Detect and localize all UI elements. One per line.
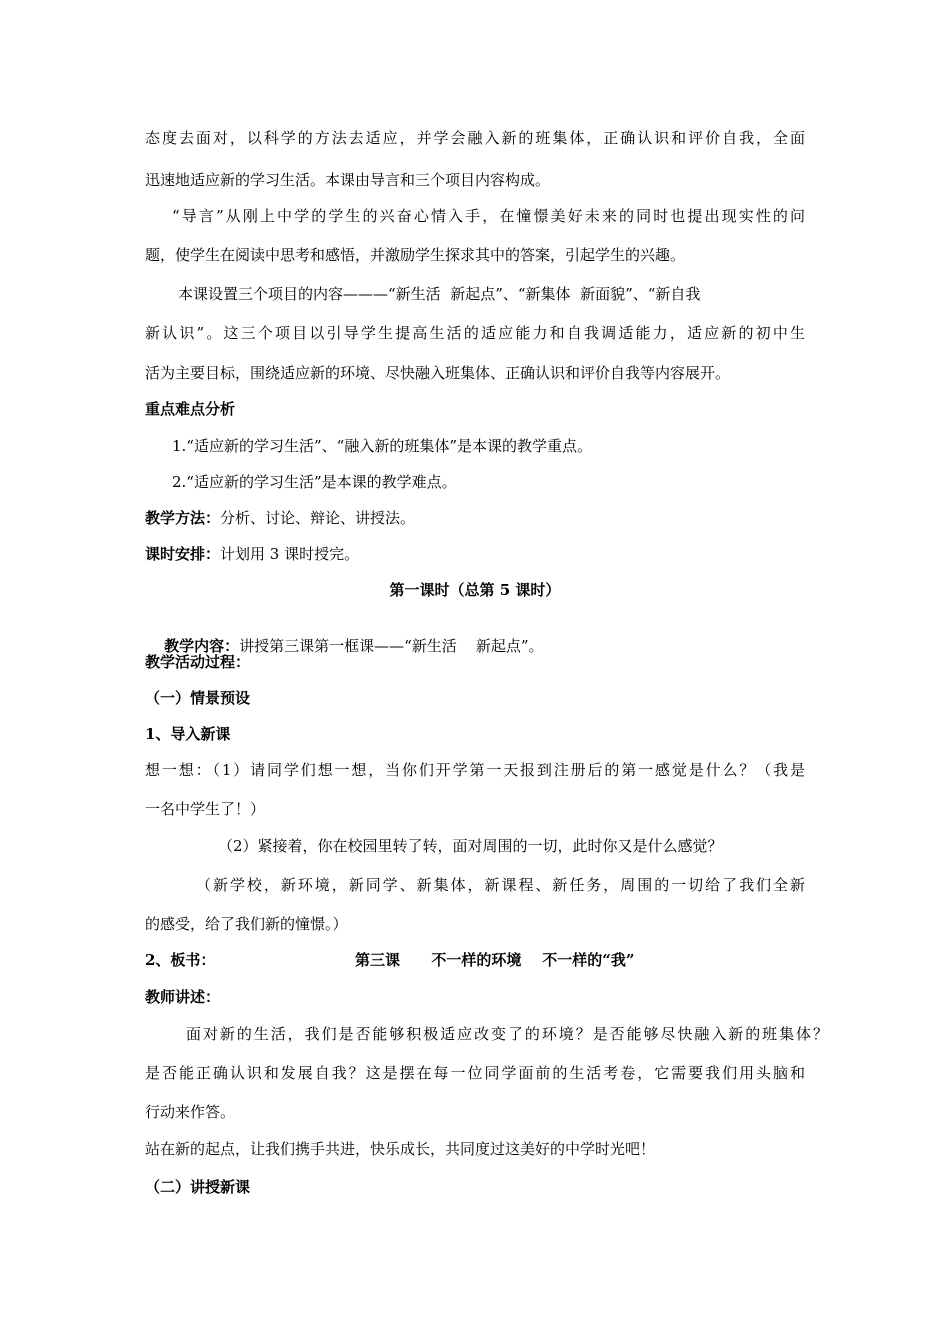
teaching-method	[145, 508, 415, 528]
teacher-heading: 教师讲述：	[145, 988, 221, 1006]
intro-paragraph-2-line-1: “导言”从刚上中学的学生的兴奋心情入手，在憧憬美好未来的同时也提出现实性的问	[172, 207, 805, 225]
lesson-content-label: 教学内容：	[164, 637, 240, 655]
intro-paragraph-3-line-1: 本课设置三个项目的内容———“新生活 新起点”、“新集体 新面貌”、“新自我	[178, 285, 701, 303]
section-1-heading: （一）情景预设	[145, 689, 251, 707]
think-line-1: 想一想：（1）请同学们想一想，当你们开学第一天报到注册后的第一感觉是什么？（我是	[145, 761, 805, 779]
lesson-title: 第一课时（总第 5 课时）	[389, 581, 561, 599]
closing-line: 站在新的起点，让我们携手共进，快乐成长，共同度过这美好的中学时光吧！	[145, 1140, 656, 1158]
intro-line-2: 迅速地适应新的学习生活。本课由导言和三个项目内容构成。	[145, 171, 551, 189]
keypoints-heading: 重点难点分析	[145, 400, 236, 418]
intro-line-1: 态度去面对，以科学的方法去适应，并学会融入新的班集体，正确认识和评价自我，全面	[145, 129, 805, 147]
intro-paragraph-3-line-2: 新认识”。这三个项目以引导学生提高生活的适应能力和自我调适能力，适应新的初中生	[145, 324, 805, 342]
teacher-line-2: 是否能正确认识和发展自我？这是摆在每一位同学面前的生活考卷，它需要我们用头脑和	[145, 1064, 805, 1082]
class-schedule	[145, 544, 359, 564]
intro-paragraph-2-line-2: 题，使学生在阅读中思考和感悟，并激励学生探求其中的答案，引起学生的兴趣。	[145, 246, 686, 264]
class-schedule-value: 计划用 3 课时授完。	[220, 545, 360, 563]
lesson-content-value: 讲授第三课第一框课——“新生活 新起点”。	[239, 637, 544, 655]
think-line-2: 一名中学生了！）	[145, 800, 266, 818]
sub-heading-intro: 1、导入新课	[145, 725, 231, 743]
teacher-line-1: 面对新的生活，我们是否能够积极适应改变了的环境？是否能够尽快融入新的班集体？	[186, 1025, 828, 1043]
keypoint-item-1: 1.“适应新的学习生活”、“融入新的班集体”是本课的教学重点。	[172, 437, 592, 455]
answer-line-1: （新学校，新环境，新同学、新集体，新课程、新任务，周围的一切给了我们全新	[196, 876, 805, 894]
teaching-method-label: 教学方法：	[145, 509, 221, 527]
keypoint-item-2: 2.“适应新的学习生活”是本课的教学难点。	[172, 473, 457, 491]
teaching-method-value: 分析、讨论、辩论、讲授法。	[220, 509, 416, 527]
intro-paragraph-3-line-3: 活为主要目标，围绕适应新的环境、尽快融入班集体、正确认识和评价自我等内容展开。	[145, 364, 731, 382]
answer-line-2: 的感受，给了我们新的憧憬。）	[145, 915, 348, 933]
process-heading: 教学活动过程：	[145, 653, 251, 671]
board-label: 2、板书：	[145, 951, 216, 969]
class-schedule-label: 课时安排：	[145, 545, 221, 563]
think-question-2: （2）紧接着，你在校园里转了转，面对周围的一切，此时你又是什么感觉？	[218, 837, 723, 855]
section-2-heading: （二）讲授新课	[145, 1178, 251, 1196]
teacher-line-3: 行动来作答。	[145, 1103, 236, 1121]
board-title: 第三课 不一样的环境 不一样的“我”	[355, 951, 635, 969]
